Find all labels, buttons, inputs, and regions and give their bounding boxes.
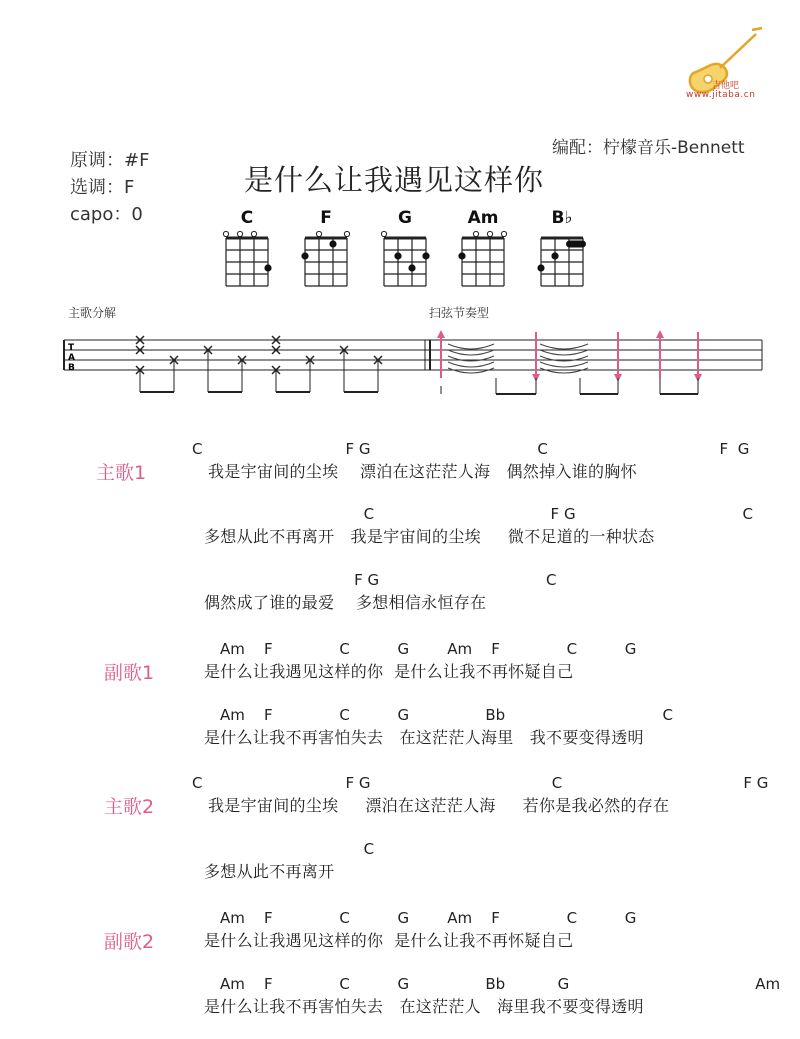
lyric-line: 多想从此不再离开 我是宇宙间的尘埃 微不足道的一种状态 <box>204 527 655 546</box>
strum-pattern-label: 扫弦节奏型 <box>429 306 490 320</box>
strum-brush <box>540 344 588 373</box>
chord-diagrams <box>0 228 800 290</box>
finger-dot <box>394 252 401 259</box>
chord-name-f: F <box>320 208 332 228</box>
verse-pattern-label: 主歌分解 <box>68 306 117 320</box>
original-key: 原调：#F <box>70 150 150 171</box>
open-string-dot <box>344 231 349 236</box>
strum-brush <box>448 344 494 373</box>
open-string-dot <box>251 231 256 236</box>
chord-line: Am F C G Bb C <box>220 706 674 724</box>
tab-letter-t: T <box>68 343 75 353</box>
chord-diagram-4 <box>537 238 586 286</box>
finger-dot <box>301 252 308 259</box>
open-string-dot <box>316 231 321 236</box>
open-string-dot <box>487 231 492 236</box>
page-title: 是什么让我遇见这样你 <box>244 163 545 197</box>
lyric-line: 是什么让我不再害怕失去 在这茫茫人 海里我不要变得透明 <box>204 997 644 1016</box>
open-string-dot <box>237 231 242 236</box>
finger-dot <box>458 252 465 259</box>
logo-url: www.jitaba.cn <box>686 90 756 100</box>
chord-name-c: C <box>240 208 254 228</box>
chord-diagram-0 <box>223 231 271 286</box>
lyric-line: 我是宇宙间的尘埃 漂泊在这茫茫人海 若你是我必然的存在 <box>208 796 670 815</box>
section-label: 副歌2 <box>104 931 155 953</box>
chord-line: Am F C G Bb G Am <box>220 975 781 993</box>
finger-dot <box>551 252 558 259</box>
lyric-line: 我是宇宙间的尘埃 漂泊在这茫茫人海 偶然掉入谁的胸怀 <box>208 462 637 481</box>
finger-dot <box>329 240 336 247</box>
finger-dot <box>408 264 415 271</box>
lyric-line: 是什么让我不再害怕失去 在这茫茫人海里 我不要变得透明 <box>204 728 644 747</box>
chord-line: C F G C F G <box>192 774 769 792</box>
chord-diagram-3 <box>458 231 506 286</box>
open-string-dot <box>381 231 386 236</box>
lyric-line: 偶然成了谁的最爱 多想相信永恒存在 <box>204 593 487 612</box>
capo: capo：0 <box>70 204 143 225</box>
open-string-dot <box>223 231 228 236</box>
chord-name-bb: B♭ <box>551 208 573 228</box>
lyric-line: 是什么让我遇见这样的你 是什么让我不再怀疑自己 <box>204 662 574 681</box>
chord-line: C F G C <box>192 505 753 523</box>
lyric-line: 多想从此不再离开 <box>204 862 335 881</box>
open-string-dot <box>473 231 478 236</box>
section-label: 主歌2 <box>104 796 155 818</box>
strum-up-arrow <box>656 330 664 378</box>
chord-line: F G C <box>192 571 557 589</box>
chord-name-am: Am <box>467 208 499 228</box>
chord-diagram-1 <box>301 231 349 286</box>
arranger: 编配：柠檬音乐-Bennett <box>552 138 745 158</box>
lyric-line: 是什么让我遇见这样的你 是什么让我不再怀疑自己 <box>204 931 574 950</box>
finger-dot <box>264 264 271 271</box>
tab-staff <box>0 330 800 400</box>
chord-line: C F G C F G <box>192 440 750 458</box>
chord-diagram-2 <box>381 231 429 286</box>
barre-dot <box>566 241 586 248</box>
chord-line: C <box>192 840 375 858</box>
chord-line: Am F C G Am F C G <box>220 640 637 658</box>
section-label: 副歌1 <box>104 662 155 684</box>
tab-letter-a: A <box>68 353 75 363</box>
strum-up-arrow <box>437 330 445 378</box>
logo-text: 吉他吧 <box>712 81 740 91</box>
finger-dot <box>422 252 429 259</box>
selected-key: 选调：F <box>70 177 135 198</box>
open-string-dot <box>501 231 506 236</box>
tab-letter-b: B <box>68 363 75 373</box>
chord-name-g: G <box>398 208 412 228</box>
chord-line: Am F C G Am F C G <box>220 909 637 927</box>
finger-dot <box>537 264 544 271</box>
section-label: 主歌1 <box>96 462 147 484</box>
